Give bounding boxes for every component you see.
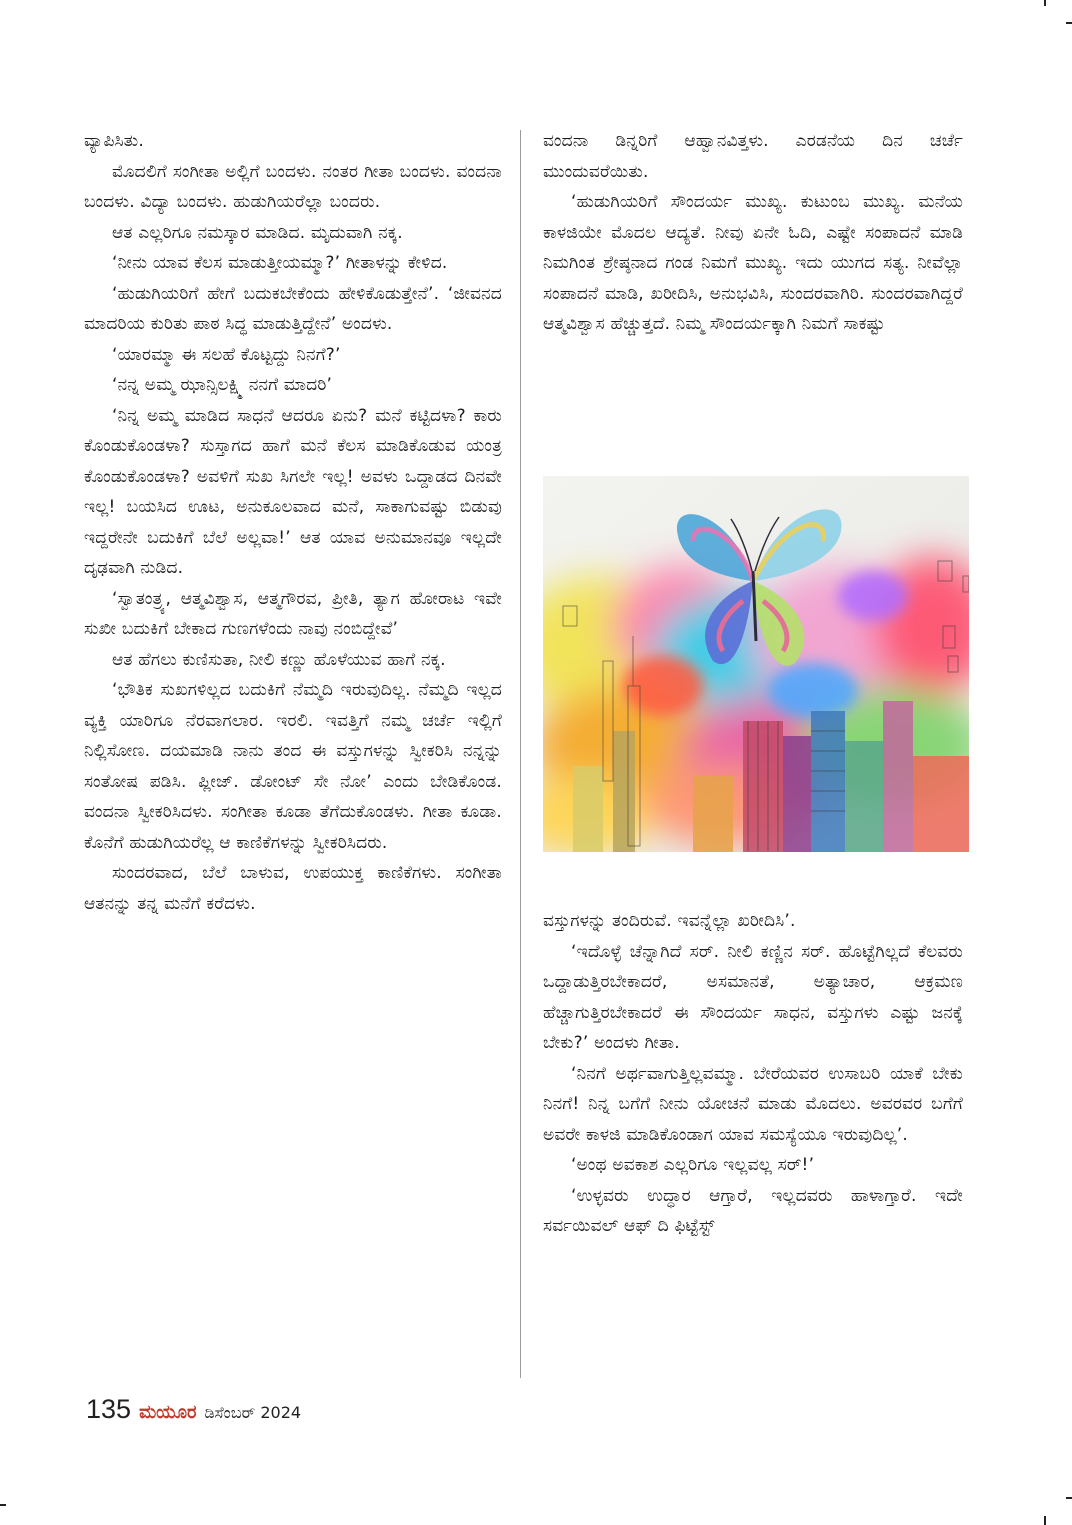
paragraph: ಮೊದಲಿಗೆ ಸಂಗೀತಾ ಅಲ್ಲಿಗೆ ಬಂದಳು. ನಂತರ ಗೀತಾ ಬಂದಳು. ವಂದನಾ ಬಂದಳು. ವಿದ್ಯಾ ಬಂದಳು. ಹುಡುಗಿಯರೆಲ್ಲಾ ಬಂದರು.: [84, 161, 502, 212]
butterfly-city-illustration: [543, 476, 969, 852]
paragraph: ‘ಅಂಥ ಅವಕಾಶ ಎಲ್ಲರಿಗೂ ಇಲ್ಲವಲ್ಲ ಸರ್!’: [571, 1155, 815, 1175]
paragraph: ‘ನನ್ನ ಅಮ್ಮ ಝಾನ್ಸಿಲಕ್ಷ್ಮಿ ನನಗೆ ಮಾದರಿ’: [112, 375, 333, 395]
paragraph: ಆತ ಹೆಗಲು ಕುಣಿಸುತಾ, ನೀಲಿ ಕಣ್ಣು ಹೊಳೆಯುವ ಹಾಗೆ ನಕ್ಕ.: [112, 649, 446, 670]
paragraph: ‘ಭೌತಿಕ ಸುಖಗಳಿಲ್ಲದ ಬದುಕಿಗೆ ನೆಮ್ಮದಿ ಇರುವುದಿಲ್ಲ. ನೆಮ್ಮದಿ ಇಲ್ಲದ ವ್ಯಕ್ತಿ ಯಾರಿಗೂ ನೆರವಾಗಲಾರ. ಇರಲಿ. ಇವತ್ತಿಗೆ ನಮ್ಮ ಚರ್ಚೆ ಇಲ್ಲಿಗೆ ನಿಲ್ಲಿಸೋಣ. ದಯಮಾಡಿ ನಾನು ತಂದ ಈ ವಸ್ತುಗಳನ್ನು ಸ್ವೀಕರಿಸಿ ನನ್ನನ್ನು ಸಂತೋಷ ಪಡಿಸಿ. ಪ್ಲೀಜ್. ಡೋಂಟ್ ಸೇ ನೋ’ ಎಂದು ಬೇಡಿಕೊಂಡ. ವಂದನಾ ಸ್ವೀಕರಿಸಿದಳು. ಸಂಗೀತಾ ಕೂಡಾ ತೆಗೆದುಕೊಂಡಳು. ಗೀತಾ ಕೂಡಾ. ಕೊನೆಗೆ ಹುಡುಗಿಯರೆಲ್ಲ ಆ ಕಾಣಿಕೆಗಳನ್ನು ಸ್ವೀಕರಿಸಿದರು.: [84, 680, 502, 853]
paragraph: ‘ನಿನ್ನ ಅಮ್ಮ ಮಾಡಿದ ಸಾಧನೆ ಆದರೂ ಏನು? ಮನೆ ಕಟ್ಟಿದಳಾ? ಕಾರು ಕೊಂಡುಕೊಂಡಳಾ? ಸುಸ್ತಾಗದ ಹಾಗೆ ಮನೆ ಕೆಲಸ ಮಾಡಿಕೊಡುವ ಯಂತ್ರ ಕೊಂಡುಕೊಂಡಳಾ? ಅವಳಿಗೆ ಸುಖ ಸಿಗಲೇ ಇಲ್ಲ! ಅವಳು ಒದ್ದಾಡದ ದಿನವೇ ಇಲ್ಲ! ಬಯಸಿದ ಊಟ, ಅನುಕೂಲವಾದ ಮನೆ, ಸಾಕಾಗುವಷ್ಟು ಬಿಡುವು ಇದ್ದರೇನೇ ಬದುಕಿಗೆ ಬೆಲೆ ಅಲ್ಲವಾ!’ ಆತ ಯಾವ ಅನುಮಾನವೂ ಇಲ್ಲದೇ ದೃಢವಾಗಿ ನುಡಿದ.: [84, 405, 502, 578]
paragraph: ವಂದನಾ ಡಿನ್ನರಿಗೆ ಆಹ್ವಾನವಿತ್ತಳು. ಎರಡನೆಯ ದಿನ ಚರ್ಚೆ ಮುಂದುವರೆಯಿತು.: [543, 131, 963, 182]
left-column: [84, 126, 502, 919]
paragraph: ‘ಹುಡುಗಿಯರಿಗೆ ಸೌಂದರ್ಯ ಮುಖ್ಯ. ಕುಟುಂಬ ಮುಖ್ಯ. ಮನೆಯ ಕಾಳಜಿಯೇ ಮೊದಲ ಆದ್ಯತೆ. ನೀವು ಏನೇ ಓದಿ, ಎಷ್ಟೇ ಸಂಪಾದನೆ ಮಾಡಿ ನಿಮಗಿಂತ ಶ್ರೇಷ್ಠನಾದ ಗಂಡ ನಿಮಗೆ ಮುಖ್ಯ. ಇದು ಯುಗದ ಸತ್ಯ. ನೀವೆಲ್ಲಾ ಸಂಪಾದನೆ ಮಾಡಿ, ಖರೀದಿಸಿ, ಅನುಭವಿಸಿ, ಸುಂದರವಾಗಿರಿ. ಸುಂದರವಾಗಿದ್ದರೆ ಆತ್ಮವಿಶ್ವಾಸ ಹೆಚ್ಚುತ್ತದೆ. ನಿಮ್ಮ ಸೌಂದರ್ಯಕ್ಕಾಗಿ ನಿಮಗೆ ಸಾಕಷ್ಟು: [543, 192, 963, 334]
paragraph: ವ್ಯಾಪಿಸಿತು.: [84, 131, 145, 151]
issue-date: ಡಿಸೆಂಬರ್ 2024: [204, 1403, 302, 1422]
right-column-top: [543, 126, 963, 340]
page-number: 135: [86, 1394, 132, 1424]
crop-mark-bottom-edge: [1044, 1516, 1046, 1525]
paragraph: ‘ಯಾರಮ್ಮಾ ಈ ಸಲಹೆ ಕೊಟ್ಟದ್ದು ನಿನಗೆ?’: [112, 344, 341, 365]
crop-mark-bottom-right: [1066, 1497, 1072, 1499]
crop-mark-top-right: [1044, 0, 1046, 6]
paragraph: ‘ನೀನು ಯಾವ ಕೆಲಸ ಮಾಡುತ್ತೀಯಮ್ಮಾ?’ ಗೀತಾಳನ್ನು ಕೇಳಿದ.: [112, 253, 448, 273]
paragraph: ವಸ್ತುಗಳನ್ನು ತಂದಿರುವೆ. ಇವನ್ನೆಲ್ಲಾ ಖರೀದಿಸಿ’.: [543, 911, 796, 931]
paragraph: ‘ಹುಡುಗಿಯರಿಗೆ ಹೇಗೆ ಬದುಕಬೇಕೆಂದು ಹೇಳಿಕೊಡುತ್ತೇನೆ’. ‘ಜೀವನದ ಮಾದರಿಯ ಕುರಿತು ಪಾಠ ಸಿದ್ಧ ಮಾಡುತ್ತಿದ್ದೇನೆ’ ಅಂದಳು.: [84, 283, 502, 334]
crop-mark-right-middle: [1066, 22, 1072, 24]
paragraph: ‘ಸ್ವಾತಂತ್ರ್ಯ, ಆತ್ಮವಿಶ್ವಾಸ, ಆತ್ಮಗೌರವ, ಪ್ರೀತಿ, ತ್ಯಾಗ ಹೋರಾಟ ಇವೇ ಸುಖೀ ಬದುಕಿಗೆ ಬೇಕಾದ ಗುಣಗಳೆಂದು ನಾವು ನಂಬಿದ್ದೇವೆ’: [84, 588, 502, 639]
paragraph: ‘ನಿನಗೆ ಅರ್ಥವಾಗುತ್ತಿಲ್ಲವಮ್ಮಾ. ಬೇರೆಯವರ ಉಸಾಬರಿ ಯಾಕೆ ಬೇಕು ನಿನಗೆ! ನಿನ್ನ ಬಗೆಗೆ ನೀನು ಯೋಚನೆ ಮಾಡು ಮೊದಲು. ಅವರವರ ಬಗೆಗೆ ಅವರೇ ಕಾಳಜಿ ಮಾಡಿಕೊಂಡಾಗ ಯಾವ ಸಮಸ್ಯೆಯೂ ಇರುವುದಿಲ್ಲ’.: [543, 1063, 963, 1145]
paragraph: ‘ಉಳ್ಳವರು ಉದ್ಧಾರ ಆಗ್ತಾರೆ, ಇಲ್ಲದವರು ಹಾಳಾಗ್ತಾರೆ. ಇದೇ ಸರ್ವಯಿವಲ್ ಆಫ್ ದಿ ಫಿಟ್ಟೆಸ್ಟ್: [543, 1185, 963, 1236]
paragraph: ‘ಇದೊಳ್ಳೆ ಚೆನ್ನಾಗಿದೆ ಸರ್. ನೀಲಿ ಕಣ್ಣಿನ ಸರ್. ಹೊಟ್ಟೆಗಿಲ್ಲದೆ ಕೆಲವರು ಒದ್ದಾಡುತ್ತಿರಬೇಕಾದರೆ, ಅಸಮಾನತೆ, ಅತ್ಯಾಚಾರ, ಆಕ್ರಮಣ ಹೆಚ್ಚಾಗುತ್ತಿರಬೇಕಾದರೆ ಈ ಸೌಂದರ್ಯ ಸಾಧನ, ವಸ್ತುಗಳು ಎಷ್ಟು ಜನಕ್ಕೆ ಬೇಕು?’ ಅಂದಳು ಗೀತಾ.: [543, 941, 963, 1053]
right-column-bottom: [543, 906, 963, 1242]
paragraph: ಆತ ಎಲ್ಲರಿಗೂ ನಮಸ್ಕಾರ ಮಾಡಿದ. ಮೃದುವಾಗಿ ನಕ್ಕ.: [112, 222, 403, 243]
magazine-name: ಮಯೂರ: [139, 1402, 197, 1423]
paragraph: ಸುಂದರವಾದ, ಬೆಲೆ ಬಾಳುವ, ಉಪಯುಕ್ತ ಕಾಣಿಕೆಗಳು. ಸಂಗೀತಾ ಆತನನ್ನು ತನ್ನ ಮನೆಗೆ ಕರೆದಳು.: [84, 863, 502, 914]
crop-mark-bottom-left: [0, 1504, 6, 1506]
column-divider: [520, 130, 521, 1378]
page-footer: [86, 1394, 301, 1425]
